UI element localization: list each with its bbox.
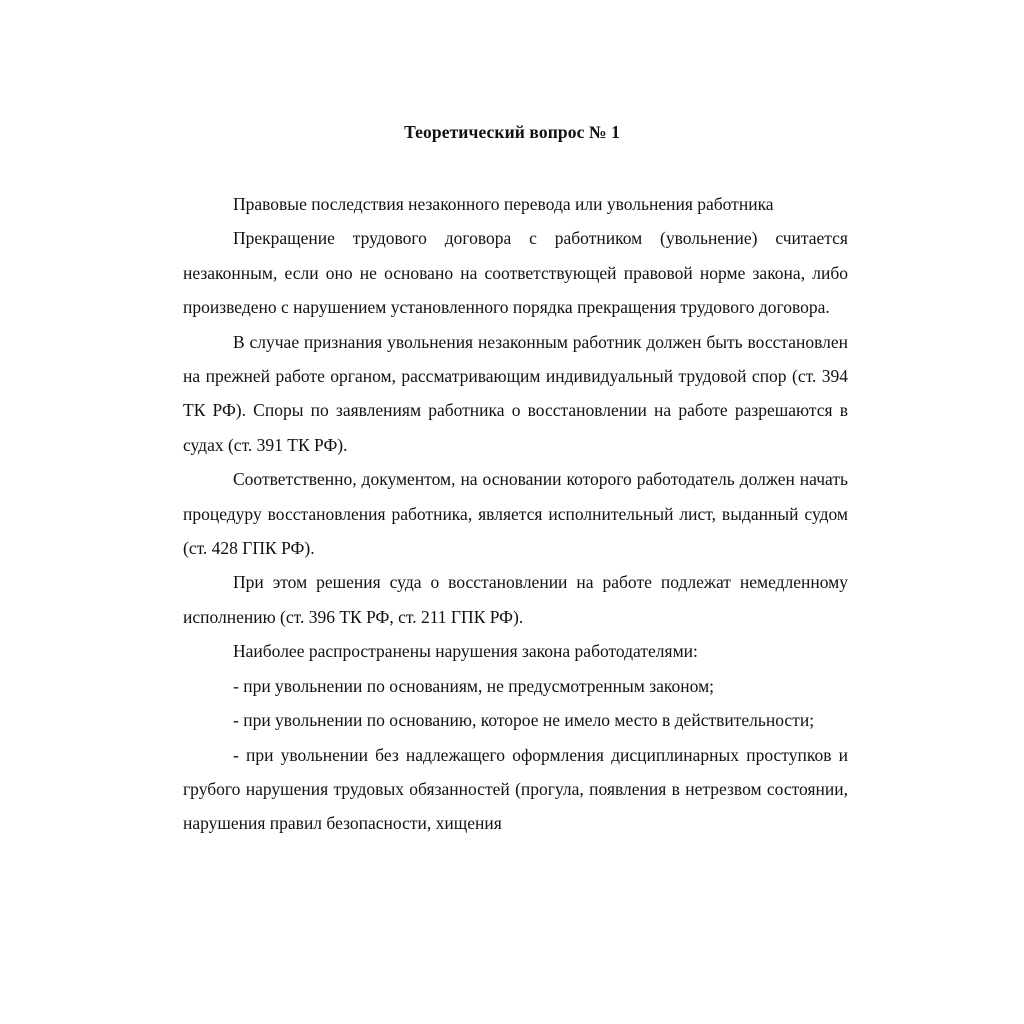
paragraph: При этом решения суда о восстановлении на работе подлежат немедленному исполнению (ст. 396 ТК РФ, ст. 211 ГПК РФ).	[183, 572, 848, 627]
paragraph: В случае признания увольнения незаконным работник должен быть восстановлен на прежней работе органом, рассматривающим индивидуальный трудовой спор (ст. 394 ТК РФ). Споры по заявлениям работника о восстановлении на работе разрешаются в судах (ст. 391 ТК РФ).	[183, 331, 848, 455]
document-body	[183, 187, 848, 841]
paragraph: Прекращение трудового договора с работником (увольнение) считается незаконным, если оно не основано на соответствующей правовой норме закона, либо произведено с нарушением установленного порядка прекращения трудового договора.	[183, 228, 848, 318]
list-item: - при увольнении по основаниям, не предусмотренным законом;	[233, 675, 715, 696]
paragraph: Наиболее распространены нарушения закона работодателями:	[233, 641, 698, 662]
list-item: - при увольнении без надлежащего оформления дисциплинарных проступков и грубого нарушения трудовых обязанностей (прогула, появления в нетрезвом состоянии, нарушения правил безопасности, хищения	[183, 744, 848, 834]
paragraph: Соответственно, документом, на основании которого работодатель должен начать процедуру восстановления работника, является исполнительный лист, выданный судом (ст. 428 ГПК РФ).	[183, 469, 848, 559]
list-item: - при увольнении по основанию, которое не имело место в действительности;	[233, 710, 815, 731]
paragraph-heading: Правовые последствия незаконного перевода или увольнения работника	[233, 194, 774, 214]
page-title: Теоретический вопрос № 1	[404, 122, 620, 142]
